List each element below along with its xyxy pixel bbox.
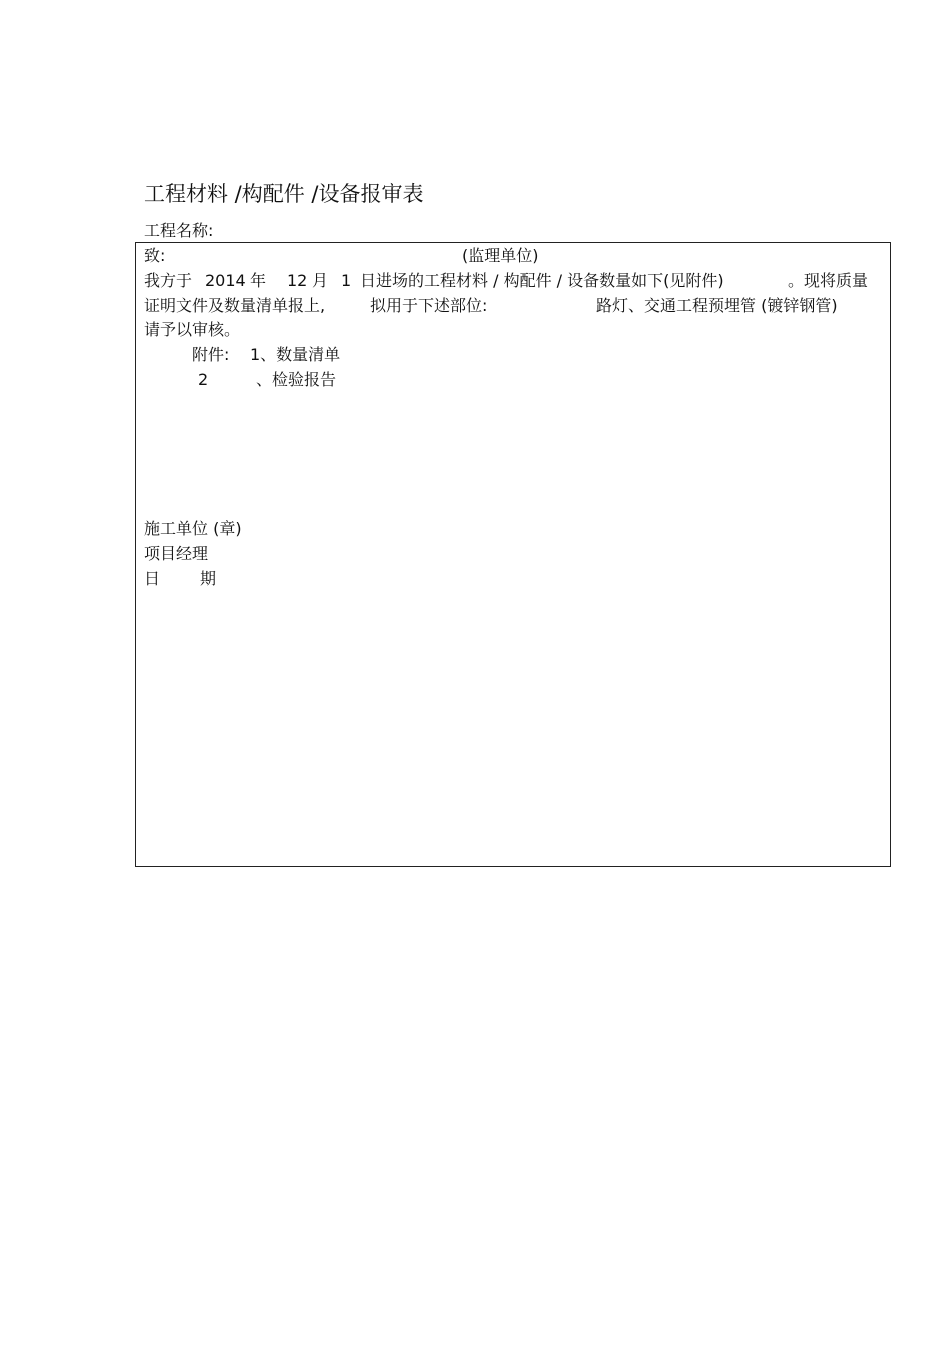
body-text-1c: 。现将质量 — [788, 271, 869, 290]
project-manager-label: 项目经理 — [144, 544, 209, 563]
body-text-2a: 证明文件及数量清单报上, — [144, 296, 326, 315]
attachment-item-2-number: 2 — [198, 370, 209, 389]
supervisor-unit: (监理单位) — [462, 246, 539, 265]
month-value: 12 — [287, 271, 308, 290]
body-text-1b: 日进场的工程材料 / 构配件 / 设备数量如下(见附件) — [360, 271, 724, 290]
body-text-2c: 路灯、交通工程预埋管 (镀锌钢管) — [596, 296, 838, 315]
construction-unit-label: 施工单位 (章) — [144, 519, 242, 538]
to-label: 致: — [144, 246, 166, 265]
document-title: 工程材料 /构配件 /设备报审表 — [144, 182, 424, 206]
date-label-char-1: 日 — [144, 569, 161, 588]
attachment-item-1: 1、数量清单 — [250, 345, 341, 364]
year-value: 2014 — [205, 271, 246, 290]
month-unit: 月 — [312, 271, 329, 290]
body-text-1a: 我方于 — [144, 271, 193, 290]
day-value: 1 — [341, 271, 352, 290]
date-label-char-2: 期 — [200, 569, 217, 588]
project-name-label: 工程名称: — [144, 221, 214, 240]
form-box — [135, 242, 891, 867]
body-text-2b: 拟用于下述部位: — [370, 296, 488, 315]
attachment-item-2-text: 、检验报告 — [256, 370, 337, 389]
year-unit: 年 — [250, 271, 267, 290]
body-text-3: 请予以审核。 — [144, 320, 241, 339]
attachments-label: 附件: — [192, 345, 230, 364]
